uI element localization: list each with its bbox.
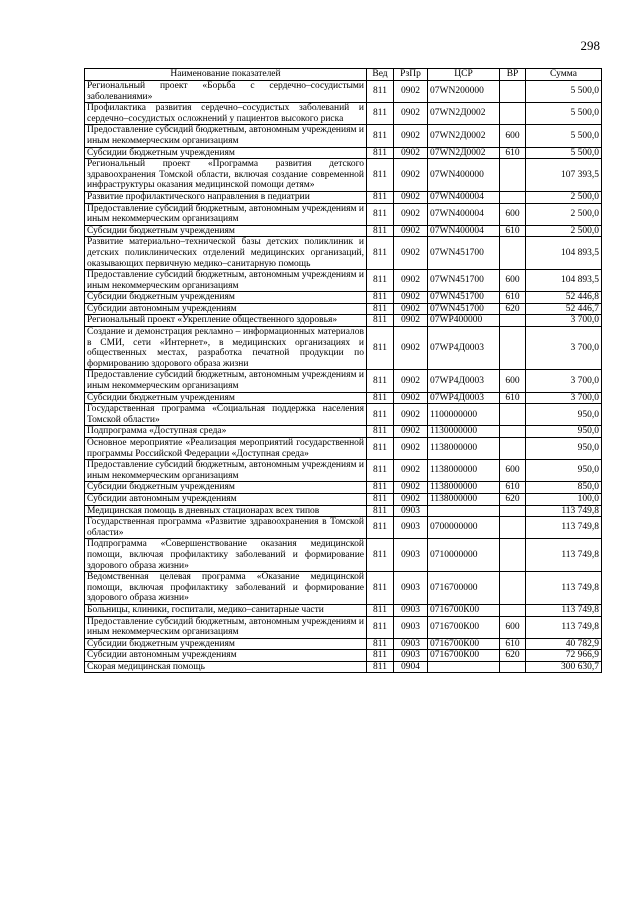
table-row xyxy=(85,292,602,304)
cell-vr: 600 xyxy=(500,616,526,638)
cell-rzpr: 0902 xyxy=(394,125,428,147)
cell-vr xyxy=(500,517,526,539)
cell-vr xyxy=(500,505,526,517)
table-row xyxy=(85,203,602,225)
cell-ved: 811 xyxy=(367,327,394,370)
cell-csr: 1130000000 xyxy=(428,426,500,438)
cell-name: Ведомственная целевая программа «Оказание медицинской помощи, включая профилактику заболеваний и формирование здорового образа жизни» xyxy=(85,572,367,605)
cell-vr: 600 xyxy=(500,203,526,225)
cell-sum: 52 446,7 xyxy=(526,303,602,315)
cell-name: Субсидии бюджетным учреждениям xyxy=(85,292,367,304)
table-row xyxy=(85,315,602,327)
cell-sum: 72 966,9 xyxy=(526,650,602,662)
table-row xyxy=(85,460,602,482)
cell-name: Подпрограмма «Доступная среда» xyxy=(85,426,367,438)
cell-name: Региональный проект «Программа развития детского здравоохранения Томской области, включая создание современной инфраструктуры оказания медицинской помощи детям» xyxy=(85,159,367,192)
cell-sum: 104 893,5 xyxy=(526,237,602,270)
cell-vr: 600 xyxy=(500,460,526,482)
table-row xyxy=(85,616,602,638)
cell-csr: 07WN451700 xyxy=(428,292,500,304)
table-row xyxy=(85,404,602,426)
header-vr: ВР xyxy=(500,69,526,81)
table-row xyxy=(85,650,602,662)
table-row xyxy=(85,303,602,315)
cell-csr: 07WN451700 xyxy=(428,303,500,315)
cell-sum: 113 749,8 xyxy=(526,604,602,616)
cell-sum: 950,0 xyxy=(526,404,602,426)
cell-rzpr: 0903 xyxy=(394,638,428,650)
cell-csr: 07WP400000 xyxy=(428,315,500,327)
cell-rzpr: 0903 xyxy=(394,517,428,539)
cell-rzpr: 0903 xyxy=(394,604,428,616)
cell-ved: 811 xyxy=(367,203,394,225)
cell-vr xyxy=(500,539,526,572)
table-row xyxy=(85,661,602,673)
cell-rzpr: 0902 xyxy=(394,370,428,392)
cell-csr: 1138000000 xyxy=(428,460,500,482)
cell-vr xyxy=(500,438,526,460)
cell-name: Предоставление субсидий бюджетным, автономным учреждениям и иным некоммерческим организациям xyxy=(85,370,367,392)
cell-sum: 3 700,0 xyxy=(526,327,602,370)
cell-vr: 620 xyxy=(500,303,526,315)
cell-ved: 811 xyxy=(367,103,394,125)
cell-sum: 100,0 xyxy=(526,493,602,505)
cell-csr: 07WN451700 xyxy=(428,270,500,292)
cell-name: Предоставление субсидий бюджетным, автономным учреждениям и иным некоммерческим организациям xyxy=(85,616,367,638)
cell-rzpr: 0902 xyxy=(394,404,428,426)
table-row xyxy=(85,426,602,438)
cell-ved: 811 xyxy=(367,191,394,203)
cell-vr xyxy=(500,661,526,673)
cell-csr: 0716700К00 xyxy=(428,650,500,662)
table-row xyxy=(85,438,602,460)
cell-name: Субсидии автономным учреждениям xyxy=(85,650,367,662)
cell-vr xyxy=(500,426,526,438)
cell-ved: 811 xyxy=(367,539,394,572)
cell-csr: 07WN400004 xyxy=(428,191,500,203)
cell-sum: 113 749,8 xyxy=(526,616,602,638)
cell-rzpr: 0903 xyxy=(394,505,428,517)
cell-rzpr: 0902 xyxy=(394,191,428,203)
cell-ved: 811 xyxy=(367,616,394,638)
cell-csr: 1100000000 xyxy=(428,404,500,426)
cell-csr: 0700000000 xyxy=(428,517,500,539)
cell-rzpr: 0902 xyxy=(394,303,428,315)
cell-rzpr: 0902 xyxy=(394,292,428,304)
cell-name: Скорая медицинская помощь xyxy=(85,661,367,673)
cell-vr xyxy=(500,103,526,125)
cell-name: Предоставление субсидий бюджетным, автономным учреждениям и иным некоммерческим организациям xyxy=(85,125,367,147)
cell-rzpr: 0902 xyxy=(394,315,428,327)
table-row xyxy=(85,539,602,572)
cell-ved: 811 xyxy=(367,650,394,662)
cell-vr: 600 xyxy=(500,370,526,392)
cell-vr xyxy=(500,81,526,103)
cell-sum: 2 500,0 xyxy=(526,225,602,237)
table-row xyxy=(85,270,602,292)
cell-rzpr: 0904 xyxy=(394,661,428,673)
cell-ved: 811 xyxy=(367,505,394,517)
cell-name: Субсидии бюджетным учреждениям xyxy=(85,147,367,159)
cell-ved: 811 xyxy=(367,159,394,192)
cell-name: Субсидии бюджетным учреждениям xyxy=(85,392,367,404)
cell-sum: 2 500,0 xyxy=(526,191,602,203)
cell-vr: 610 xyxy=(500,292,526,304)
cell-name: Подпрограмма «Совершенствование оказания медицинской помощи, включая профилактику заболеваний и формирование здорового образа жизни» xyxy=(85,539,367,572)
cell-ved: 811 xyxy=(367,270,394,292)
cell-ved: 811 xyxy=(367,426,394,438)
cell-name: Создание и демонстрация рекламно – информационных материалов в СМИ, сети «Интернет», в медицинских организациях и общественных местах, разработка печатной продукции по формированию здорового образа жизни xyxy=(85,327,367,370)
cell-rzpr: 0902 xyxy=(394,438,428,460)
cell-name: Государственная программа «Социальная поддержка населения Томской области» xyxy=(85,404,367,426)
cell-ved: 811 xyxy=(367,517,394,539)
cell-name: Субсидии автономным учреждениям xyxy=(85,303,367,315)
table-row xyxy=(85,81,602,103)
cell-ved: 811 xyxy=(367,438,394,460)
cell-vr xyxy=(500,315,526,327)
cell-sum: 2 500,0 xyxy=(526,203,602,225)
header-sum: Сумма xyxy=(526,69,602,81)
cell-vr xyxy=(500,604,526,616)
cell-ved: 811 xyxy=(367,81,394,103)
cell-sum: 113 749,8 xyxy=(526,517,602,539)
cell-vr: 610 xyxy=(500,225,526,237)
cell-sum: 104 893,5 xyxy=(526,270,602,292)
cell-name: Субсидии автономным учреждениям xyxy=(85,493,367,505)
cell-ved: 811 xyxy=(367,638,394,650)
cell-vr: 600 xyxy=(500,125,526,147)
table-row xyxy=(85,327,602,370)
cell-ved: 811 xyxy=(367,370,394,392)
table-row xyxy=(85,505,602,517)
cell-name: Субсидии бюджетным учреждениям xyxy=(85,638,367,650)
cell-rzpr: 0902 xyxy=(394,225,428,237)
cell-rzpr: 0903 xyxy=(394,616,428,638)
cell-rzpr: 0902 xyxy=(394,270,428,292)
cell-csr xyxy=(428,505,500,517)
cell-csr: 07WP4Д0003 xyxy=(428,392,500,404)
cell-ved: 811 xyxy=(367,404,394,426)
cell-name: Региональный проект «Укрепление общественного здоровья» xyxy=(85,315,367,327)
cell-rzpr: 0902 xyxy=(394,203,428,225)
cell-ved: 811 xyxy=(367,315,394,327)
cell-ved: 811 xyxy=(367,147,394,159)
cell-rzpr: 0903 xyxy=(394,572,428,605)
cell-ved: 811 xyxy=(367,493,394,505)
cell-csr: 0716700К00 xyxy=(428,638,500,650)
cell-vr xyxy=(500,237,526,270)
cell-name: Региональный проект «Борьба с сердечно–сосудистыми заболеваниями» xyxy=(85,81,367,103)
cell-rzpr: 0902 xyxy=(394,493,428,505)
cell-csr: 07WN200000 xyxy=(428,81,500,103)
cell-sum: 5 500,0 xyxy=(526,103,602,125)
cell-rzpr: 0902 xyxy=(394,327,428,370)
cell-ved: 811 xyxy=(367,303,394,315)
cell-ved: 811 xyxy=(367,572,394,605)
cell-vr: 610 xyxy=(500,147,526,159)
cell-ved: 811 xyxy=(367,460,394,482)
cell-rzpr: 0902 xyxy=(394,482,428,494)
cell-ved: 811 xyxy=(367,125,394,147)
budget-table xyxy=(84,68,602,673)
table-row xyxy=(85,225,602,237)
cell-ved: 811 xyxy=(367,604,394,616)
cell-sum: 113 749,8 xyxy=(526,539,602,572)
cell-vr xyxy=(500,404,526,426)
cell-sum: 3 700,0 xyxy=(526,370,602,392)
cell-ved: 811 xyxy=(367,482,394,494)
cell-name: Больницы, клиники, госпитали, медико–санитарные части xyxy=(85,604,367,616)
cell-rzpr: 0902 xyxy=(394,81,428,103)
cell-ved: 811 xyxy=(367,225,394,237)
cell-csr: 07WN451700 xyxy=(428,237,500,270)
cell-csr: 07WN400004 xyxy=(428,203,500,225)
cell-sum: 5 500,0 xyxy=(526,147,602,159)
cell-csr: 07WN2Д0002 xyxy=(428,103,500,125)
cell-csr: 07WN400000 xyxy=(428,159,500,192)
cell-sum: 950,0 xyxy=(526,460,602,482)
cell-csr: 0716700К00 xyxy=(428,604,500,616)
cell-name: Предоставление субсидий бюджетным, автономным учреждениям и иным некоммерческим организациям xyxy=(85,203,367,225)
cell-sum: 113 749,8 xyxy=(526,572,602,605)
table-row xyxy=(85,638,602,650)
header-csr: ЦСР xyxy=(428,69,500,81)
table-row xyxy=(85,103,602,125)
cell-vr: 610 xyxy=(500,392,526,404)
cell-sum: 52 446,8 xyxy=(526,292,602,304)
cell-rzpr: 0902 xyxy=(394,426,428,438)
table-row xyxy=(85,370,602,392)
cell-name: Предоставление субсидий бюджетным, автономным учреждениям и иным некоммерческим организациям xyxy=(85,460,367,482)
cell-rzpr: 0902 xyxy=(394,103,428,125)
cell-sum: 950,0 xyxy=(526,426,602,438)
cell-csr: 0716700К00 xyxy=(428,616,500,638)
page-number: 298 xyxy=(580,38,600,53)
table-row xyxy=(85,392,602,404)
table-row xyxy=(85,159,602,192)
cell-rzpr: 0902 xyxy=(394,392,428,404)
cell-csr: 0716700000 xyxy=(428,572,500,605)
cell-name: Субсидии бюджетным учреждениям xyxy=(85,225,367,237)
cell-sum: 40 782,9 xyxy=(526,638,602,650)
cell-ved: 811 xyxy=(367,237,394,270)
cell-name: Предоставление субсидий бюджетным, автономным учреждениям и иным некоммерческим организациям xyxy=(85,270,367,292)
cell-vr xyxy=(500,159,526,192)
cell-rzpr: 0902 xyxy=(394,237,428,270)
header-rzpr: РзПр xyxy=(394,69,428,81)
cell-ved: 811 xyxy=(367,661,394,673)
cell-csr: 1138000000 xyxy=(428,438,500,460)
cell-sum: 5 500,0 xyxy=(526,81,602,103)
cell-name: Профилактика развития сердечно–сосудистых заболеваний и сердечно–сосудистых осложнений у пациентов высокого риска xyxy=(85,103,367,125)
cell-sum: 300 630,7 xyxy=(526,661,602,673)
cell-name: Основное мероприятие «Реализация мероприятий государственной программы Российской Федерации «Доступная среда» xyxy=(85,438,367,460)
cell-sum: 850,0 xyxy=(526,482,602,494)
table-row xyxy=(85,572,602,605)
header-ved: Вед xyxy=(367,69,394,81)
cell-name: Развитие материально–технической базы детских поликлиник и детских поликлинических отделений медицинских организаций, оказывающих первичную медико–санитарную помощь xyxy=(85,237,367,270)
cell-vr: 600 xyxy=(500,270,526,292)
cell-csr: 07WP4Д0003 xyxy=(428,370,500,392)
cell-name: Субсидии бюджетным учреждениям xyxy=(85,482,367,494)
cell-vr: 620 xyxy=(500,650,526,662)
table-row xyxy=(85,604,602,616)
cell-sum: 107 393,5 xyxy=(526,159,602,192)
table-row xyxy=(85,237,602,270)
cell-csr: 07WN400004 xyxy=(428,225,500,237)
table-row xyxy=(85,482,602,494)
cell-sum: 950,0 xyxy=(526,438,602,460)
cell-csr: 07WN2Д0002 xyxy=(428,147,500,159)
cell-ved: 811 xyxy=(367,292,394,304)
cell-sum: 113 749,8 xyxy=(526,505,602,517)
table-row xyxy=(85,191,602,203)
cell-vr xyxy=(500,327,526,370)
cell-csr: 0710000000 xyxy=(428,539,500,572)
cell-vr xyxy=(500,572,526,605)
cell-sum: 3 700,0 xyxy=(526,392,602,404)
cell-vr: 610 xyxy=(500,638,526,650)
header-name: Наименование показателей xyxy=(85,69,367,81)
cell-csr: 07WP4Д0003 xyxy=(428,327,500,370)
cell-rzpr: 0903 xyxy=(394,539,428,572)
cell-rzpr: 0902 xyxy=(394,147,428,159)
table-row xyxy=(85,517,602,539)
table-header-row xyxy=(85,69,602,81)
cell-rzpr: 0902 xyxy=(394,159,428,192)
cell-vr: 620 xyxy=(500,493,526,505)
table-row xyxy=(85,125,602,147)
cell-name: Медицинская помощь в дневных стационарах всех типов xyxy=(85,505,367,517)
cell-csr: 1138000000 xyxy=(428,493,500,505)
cell-vr: 610 xyxy=(500,482,526,494)
cell-sum: 5 500,0 xyxy=(526,125,602,147)
cell-rzpr: 0902 xyxy=(394,460,428,482)
cell-csr: 07WN2Д0002 xyxy=(428,125,500,147)
cell-ved: 811 xyxy=(367,392,394,404)
cell-name: Развитие профилактического направления в педиатрии xyxy=(85,191,367,203)
cell-vr xyxy=(500,191,526,203)
cell-name: Государственная программа «Развитие здравоохранения в Томской области» xyxy=(85,517,367,539)
cell-rzpr: 0903 xyxy=(394,650,428,662)
cell-csr: 1138000000 xyxy=(428,482,500,494)
table-row xyxy=(85,493,602,505)
cell-sum: 3 700,0 xyxy=(526,315,602,327)
table-row xyxy=(85,147,602,159)
cell-csr xyxy=(428,661,500,673)
